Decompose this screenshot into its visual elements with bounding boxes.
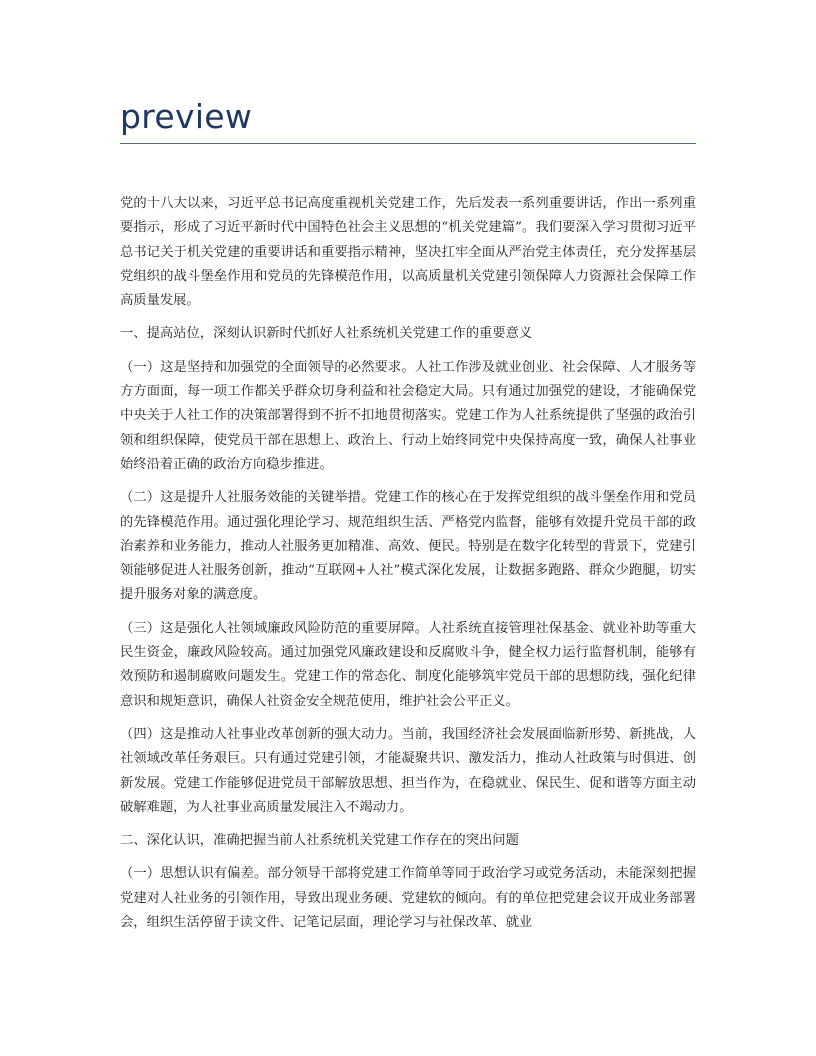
section-heading-1: 一、提高站位，深刻认识新时代抓好人社系统机关党建工作的重要意义 (120, 326, 533, 342)
body-paragraph: （一）思想认识有偏差。部分领导干部将党建工作简单等同于政治学习或党务活动，未能深刻把握党建对人社业务的引领作用，导致出现业务硬、党建软的倾向。有的单位把党建会议开成业务部署会，组织生活停留于读文件、记笔记层面，理论学习与社保改革、就业 (120, 866, 696, 931)
body-paragraph: （一）这是坚持和加强党的全面领导的必然要求。人社工作涉及就业创业、社会保障、人才服务等方方面面，每一项工作都关乎群众切身利益和社会稳定大局。只有通过加强党的建设，才能确保党中央关于人社工作的决策部署得到不折不扣地贯彻落实。党建工作为人社系统提供了坚强的政治引领和组织保障，使党员干部在思想上、政治上、行动上始终同党中央保持高度一致，确保人社事业始终沿着正确的政治方向稳步推进。 (120, 359, 696, 472)
title-divider (120, 143, 696, 144)
document-body (120, 192, 696, 944)
document-page (120, 0, 696, 1056)
section-heading-2: 二、深化认识，准确把握当前人社系统机关党建工作存在的突出问题 (120, 833, 519, 849)
document-title: preview (120, 97, 253, 136)
body-paragraph: （四）这是推动人社事业改革创新的强大动力。当前，我国经济社会发展面临新形势、新挑战，人社领域改革任务艰巨。只有通过党建引领，才能凝聚共识、激发活力，推动人社政策与时俱进、创新发展。党建工作能够促进党员干部解放思想、担当作为，在稳就业、保民生、促和谐等方面主动破解难题，为人社事业高质量发展注入不竭动力。 (120, 726, 696, 815)
body-paragraph: （三）这是强化人社领域廉政风险防范的重要屏障。人社系统直接管理社保基金、就业补助等重大民生资金，廉政风险较高。通过加强党风廉政建设和反腐败斗争，健全权力运行监督机制，能够有效预防和遏制腐败问题发生。党建工作的常态化、制度化能够筑牢党员干部的思想防线，强化纪律意识和规矩意识，确保人社资金安全规范使用，维护社会公平正义。 (120, 620, 696, 709)
intro-paragraph: 党的十八大以来，习近平总书记高度重视机关党建工作，先后发表一系列重要讲话，作出一系列重要指示，形成了习近平新时代中国特色社会主义思想的“机关党建篇”。我们要深入学习贯彻习近平总书记关于机关党建的重要讲话和重要指示精神，坚决扛牢全面从严治党主体责任，充分发挥基层党组织的战斗堡垒作用和党员的先锋模范作用，以高质量机关党建引领保障人力资源社会保障工作高质量发展。 (120, 196, 696, 309)
body-paragraph: （二）这是提升人社服务效能的关键举措。党建工作的核心在于发挥党组织的战斗堡垒作用和党员的先锋模范作用。通过强化理论学习、规范组织生活、严格党内监督，能够有效提升党员干部的政治素养和业务能力，推动人社服务更加精准、高效、便民。特别是在数字化转型的背景下，党建引领能够促进人社服务创新，推动“互联网+人社”模式深化发展，让数据多跑路、群众少跑腿，切实提升服务对象的满意度。 (120, 490, 696, 603)
